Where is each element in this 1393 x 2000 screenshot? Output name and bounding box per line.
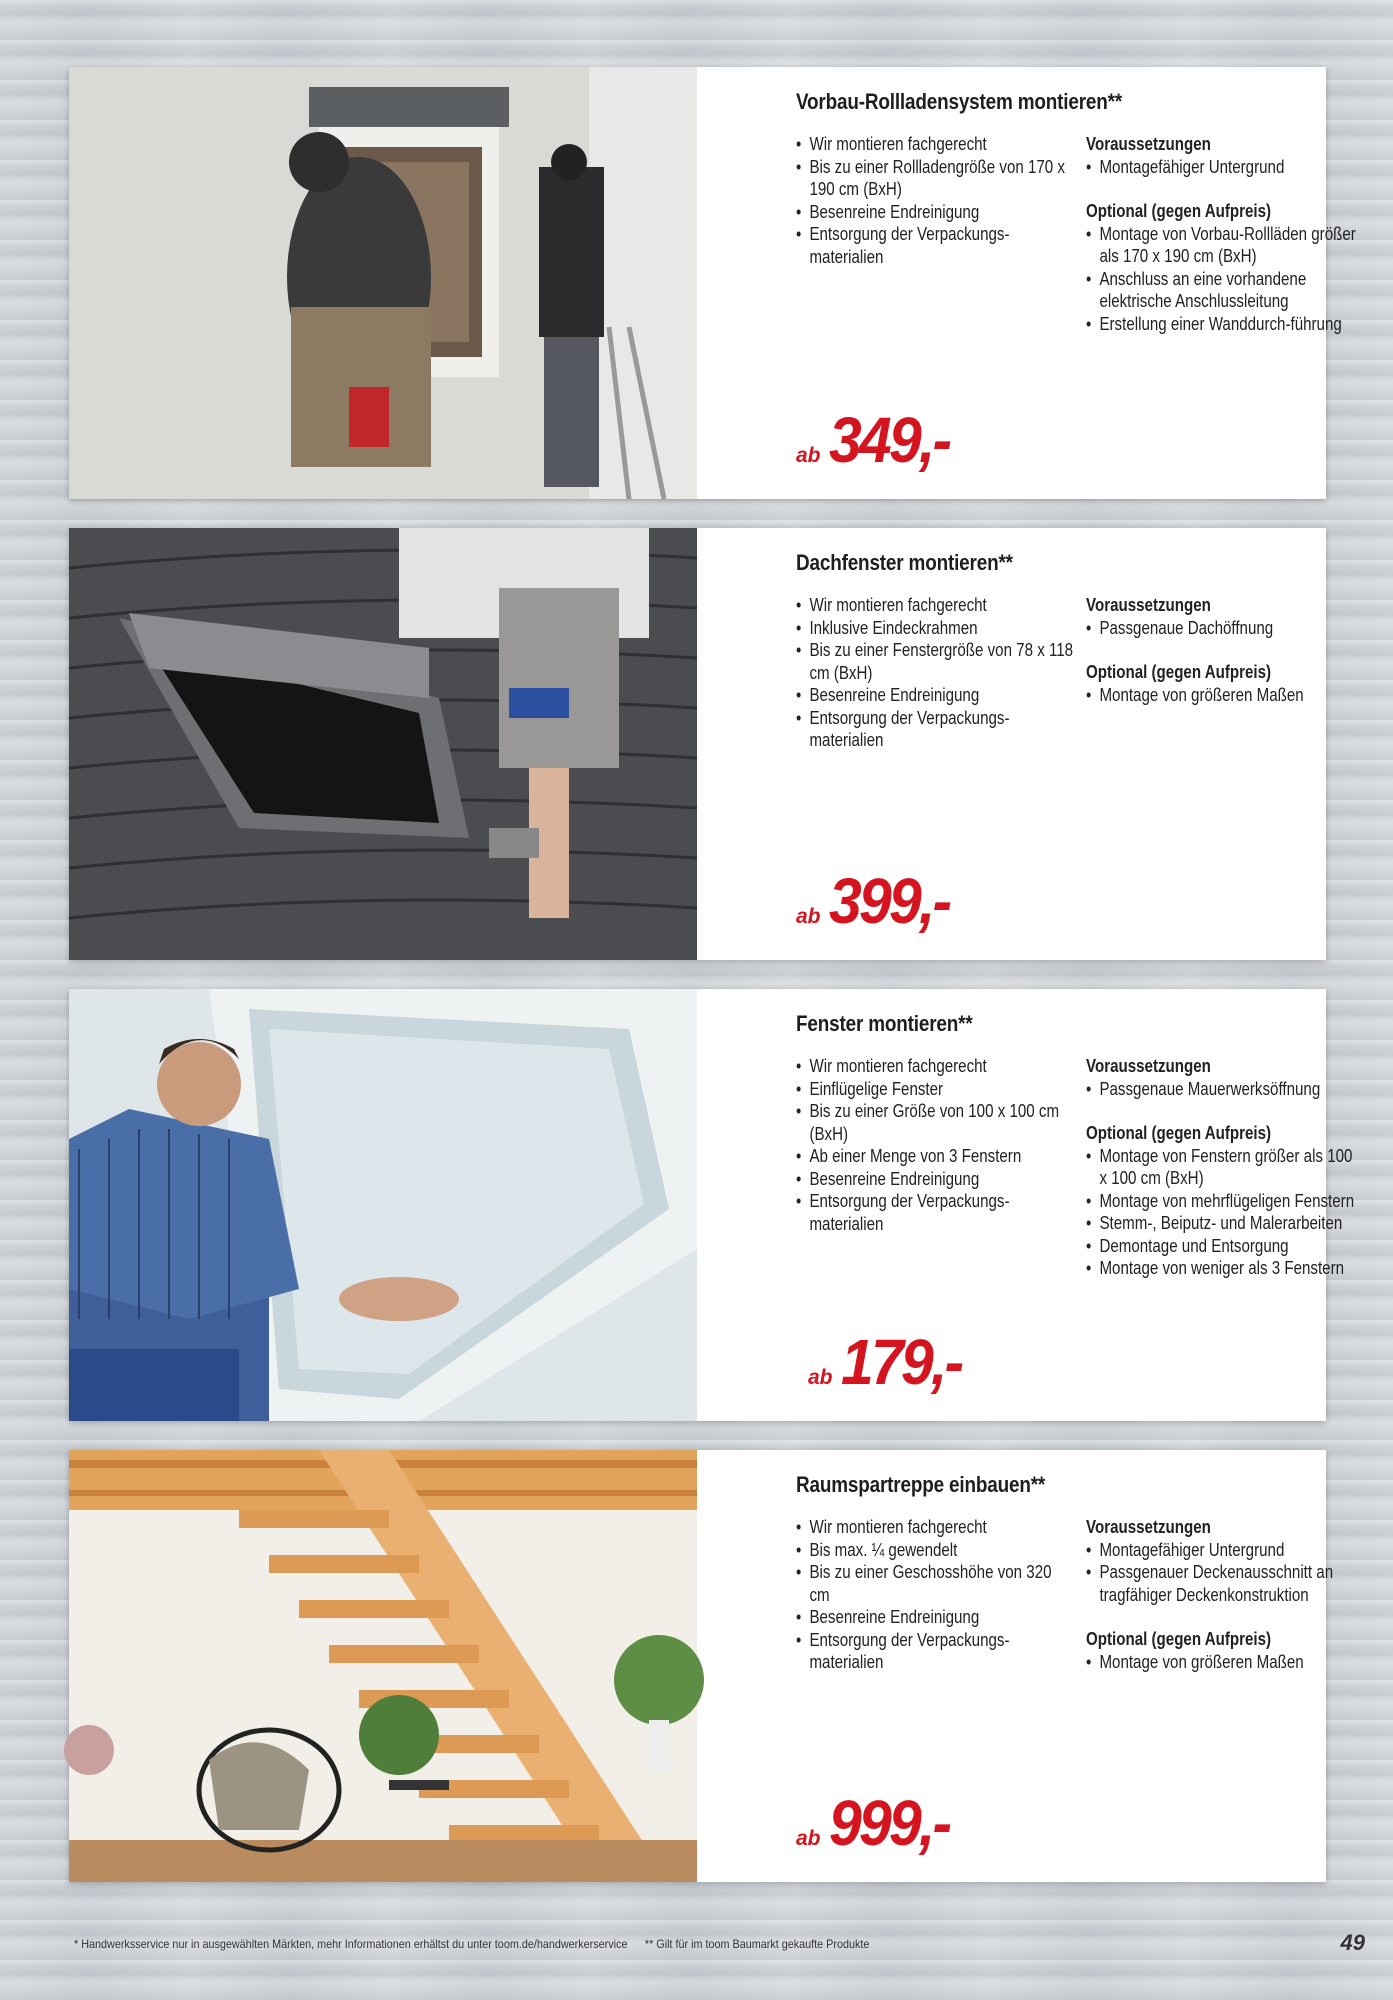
requirements-column bbox=[1086, 1516, 1363, 1673]
optional-item: • Demontage und Entsorgung bbox=[1086, 1235, 1363, 1258]
requirement-item: • Montagefähiger Untergrund bbox=[1086, 1539, 1363, 1562]
service-content bbox=[726, 528, 1316, 960]
requirements-column bbox=[1086, 133, 1363, 335]
feature-item: • Wir montieren fachgerecht bbox=[796, 1516, 1073, 1539]
requirements-heading: Voraussetzungen bbox=[1086, 1056, 1211, 1076]
feature-item: • Besenreine Endreinigung bbox=[796, 1168, 1073, 1191]
optional-heading: Optional (gegen Aufpreis) bbox=[1086, 1123, 1272, 1143]
requirements-heading: Voraussetzungen bbox=[1086, 1517, 1211, 1537]
feature-item: • Entsorgung der Verpackungs-materialien bbox=[796, 223, 1073, 268]
features-column bbox=[796, 594, 1073, 752]
optional-item: • Erstellung einer Wanddurch-führung bbox=[1086, 313, 1363, 336]
price-prefix: ab bbox=[808, 1366, 833, 1389]
requirement-item: • Montagefähiger Untergrund bbox=[1086, 156, 1363, 179]
price-prefix: ab bbox=[796, 905, 821, 928]
feature-item: • Ab einer Menge von 3 Fenstern bbox=[796, 1145, 1073, 1168]
footer-note-products: ** Gilt für im toom Baumarkt gekaufte Produkte bbox=[644, 1937, 870, 1951]
footer-notes bbox=[74, 1937, 869, 1951]
optional-heading: Optional (gegen Aufpreis) bbox=[1086, 201, 1272, 221]
features-column bbox=[796, 133, 1073, 268]
service-card-fenster bbox=[69, 989, 1355, 1421]
requirements-heading: Voraussetzungen bbox=[1086, 134, 1211, 154]
optional-item: • Montage von größeren Maßen bbox=[1086, 1651, 1363, 1674]
service-content bbox=[726, 1450, 1334, 1882]
feature-item: • Entsorgung der Verpackungs-materialien bbox=[796, 1190, 1073, 1235]
optional-heading: Optional (gegen Aufpreis) bbox=[1086, 1629, 1272, 1649]
price-amount: 999,- bbox=[828, 1787, 949, 1859]
feature-item: • Entsorgung der Verpackungs-materialien bbox=[796, 707, 1073, 752]
service-card-raumspartreppe bbox=[69, 1450, 1334, 1882]
service-content bbox=[726, 67, 1356, 499]
service-card-dachfenster bbox=[69, 528, 1326, 960]
photo-window-installation bbox=[69, 989, 697, 1421]
photo-space-saving-staircase bbox=[69, 1450, 697, 1882]
feature-item: • Besenreine Endreinigung bbox=[796, 201, 1073, 224]
page-number: 49 bbox=[1340, 1930, 1365, 1955]
price-tag bbox=[808, 1325, 971, 1399]
optional-item: • Montage von größeren Maßen bbox=[1086, 684, 1363, 707]
feature-item: • Wir montieren fachgerecht bbox=[796, 133, 1073, 156]
optional-item: • Montage von weniger als 3 Fenstern bbox=[1086, 1257, 1363, 1280]
price-tag bbox=[796, 1786, 959, 1860]
optional-item: • Anschluss an eine vorhandene elektrische Anschlussleitung bbox=[1086, 268, 1363, 313]
service-content bbox=[726, 989, 1355, 1421]
price-amount: 349,- bbox=[828, 404, 949, 476]
feature-item: • Bis zu einer Fenstergröße von 78 x 118 cm (BxH) bbox=[796, 639, 1073, 684]
optional-item: • Montage von mehrflügeligen Fenstern bbox=[1086, 1190, 1363, 1213]
feature-item: • Besenreine Endreinigung bbox=[796, 1606, 1073, 1629]
price-prefix: ab bbox=[796, 1827, 821, 1850]
requirement-item: • Passgenauer Deckenausschnitt an tragfähiger Deckenkonstruktion bbox=[1086, 1561, 1363, 1606]
service-title: Raumspartreppe einbauen** bbox=[796, 1472, 1046, 1497]
price-amount: 179,- bbox=[840, 1326, 961, 1398]
feature-item: • Inklusive Eindeckrahmen bbox=[796, 617, 1073, 640]
price-amount: 399,- bbox=[828, 865, 949, 937]
photo-roof-window-installation bbox=[69, 528, 697, 960]
service-card-rollladen bbox=[69, 67, 1356, 499]
optional-item: • Stemm-, Beiputz- und Malerarbeiten bbox=[1086, 1212, 1363, 1235]
feature-item: • Wir montieren fachgerecht bbox=[796, 1055, 1073, 1078]
service-title: Vorbau-Rollladensystem montieren** bbox=[796, 89, 1123, 114]
price-tag bbox=[796, 864, 959, 938]
optional-heading: Optional (gegen Aufpreis) bbox=[1086, 662, 1272, 682]
feature-item: • Entsorgung der Verpackungs-materialien bbox=[796, 1629, 1073, 1674]
price-prefix: ab bbox=[796, 444, 821, 467]
feature-item: • Einflügelige Fenster bbox=[796, 1078, 1073, 1101]
requirements-column bbox=[1086, 594, 1363, 706]
features-column bbox=[796, 1516, 1073, 1674]
requirements-column bbox=[1086, 1055, 1363, 1280]
service-title: Fenster montieren** bbox=[796, 1011, 973, 1036]
optional-item: • Montage von Vorbau-Rollläden größer als 170 x 190 cm (BxH) bbox=[1086, 223, 1363, 268]
features-column bbox=[796, 1055, 1073, 1235]
requirement-item: • Passgenaue Mauerwerksöffnung bbox=[1086, 1078, 1363, 1101]
feature-item: • Bis zu einer Größe von 100 x 100 cm (BxH) bbox=[796, 1100, 1073, 1145]
feature-item: • Wir montieren fachgerecht bbox=[796, 594, 1073, 617]
price-tag bbox=[796, 403, 959, 477]
photo-rollladen-installation bbox=[69, 67, 697, 499]
feature-item: • Besenreine Endreinigung bbox=[796, 684, 1073, 707]
requirements-heading: Voraussetzungen bbox=[1086, 595, 1211, 615]
optional-item: • Montage von Fenstern größer als 100 x 100 cm (BxH) bbox=[1086, 1145, 1363, 1190]
requirement-item: • Passgenaue Dachöffnung bbox=[1086, 617, 1363, 640]
footer-note-handwerkerservice: * Handwerksservice nur in ausgewählten Märkten, mehr Informationen erhältst du unter toom.de/handwerkerservice bbox=[74, 1937, 628, 1951]
feature-item: • Bis max. ¼ gewendelt bbox=[796, 1539, 1073, 1562]
service-title: Dachfenster montieren** bbox=[796, 550, 1013, 575]
feature-item: • Bis zu einer Rollladengröße von 170 x 190 cm (BxH) bbox=[796, 156, 1073, 201]
feature-item: • Bis zu einer Geschosshöhe von 320 cm bbox=[796, 1561, 1073, 1606]
